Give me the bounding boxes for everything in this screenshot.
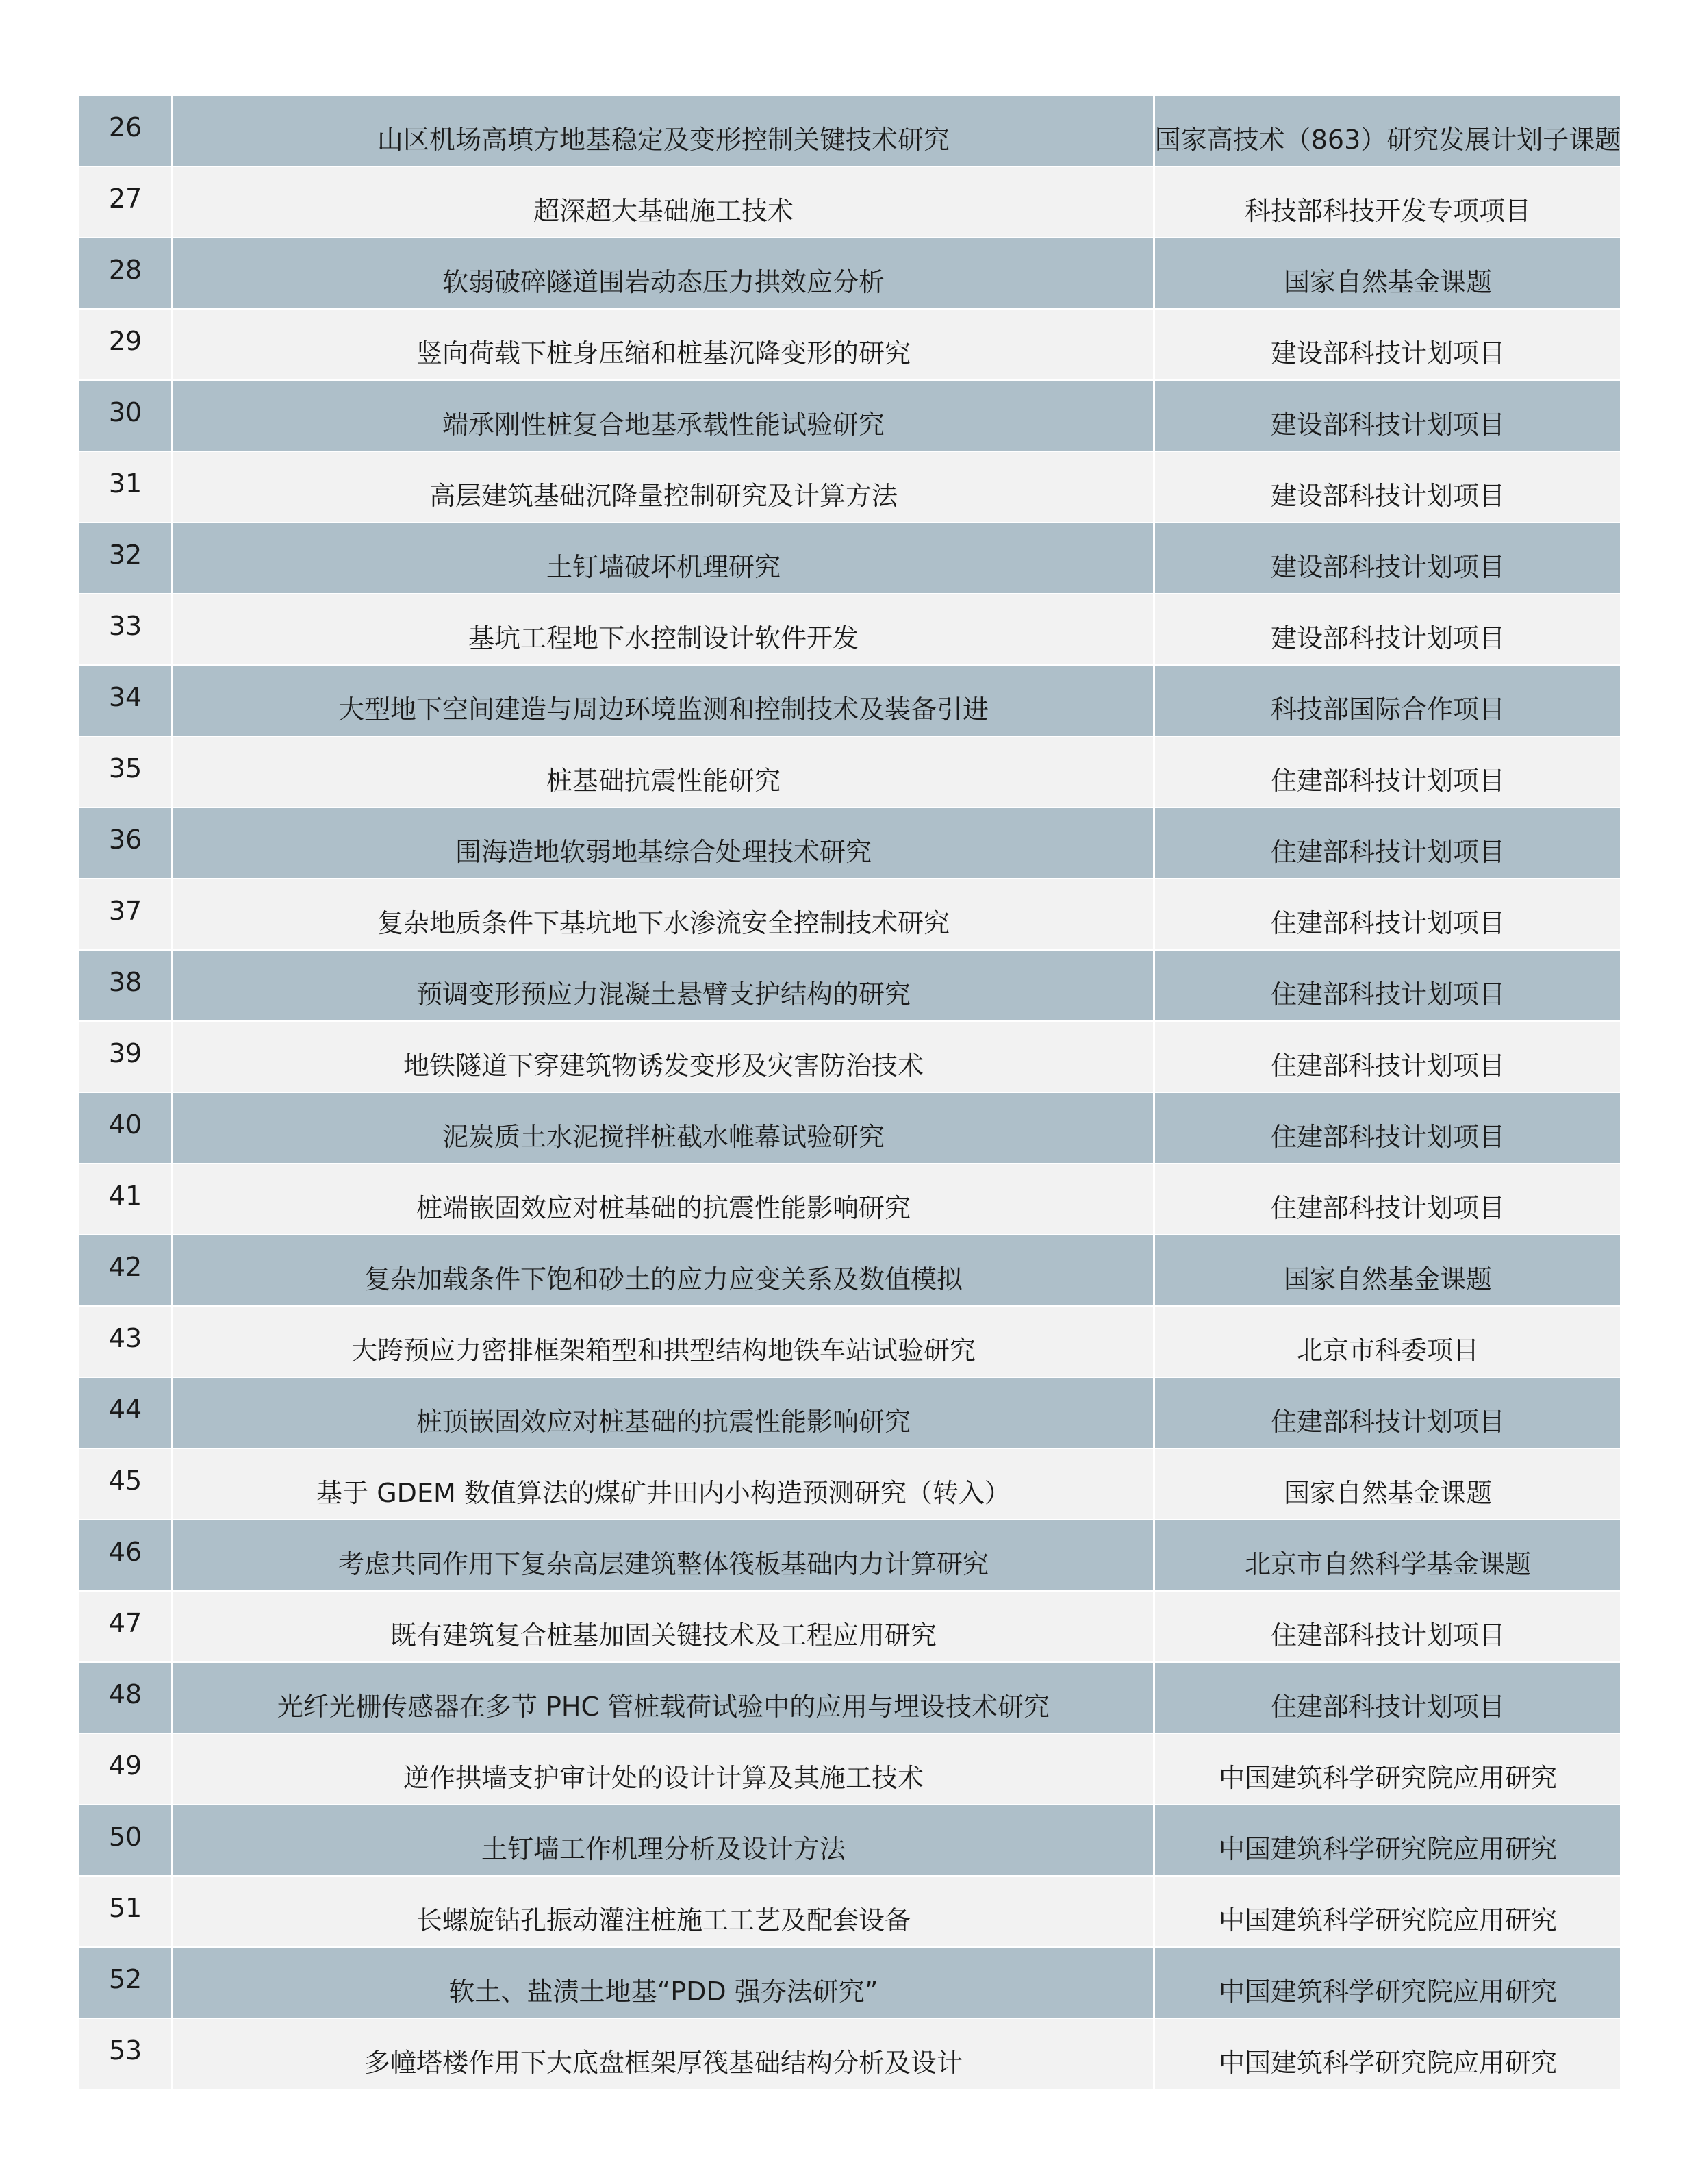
row-number: 52 <box>108 1964 142 1994</box>
project-source: 住建部科技计划项目 <box>1270 1620 1505 1650</box>
column-divider <box>171 1378 173 1448</box>
row-number: 42 <box>108 1252 142 1282</box>
column-divider <box>171 523 173 593</box>
column-divider <box>171 594 173 664</box>
project-source: 住建部科技计划项目 <box>1270 1692 1505 1722</box>
row-number: 47 <box>108 1608 142 1638</box>
project-title: 端承刚性桩复合地基承载性能试验研究 <box>442 410 885 440</box>
table-row <box>79 737 1620 808</box>
project-title: 逆作拱墙支护审计处的设计计算及其施工技术 <box>403 1763 924 1793</box>
project-source: 住建部科技计划项目 <box>1270 766 1505 796</box>
row-number: 32 <box>108 540 142 570</box>
project-title: 超深超大基础施工技术 <box>533 196 794 226</box>
project-title: 桩端嵌固效应对桩基础的抗震性能影响研究 <box>416 1193 911 1223</box>
project-title: 考虑共同作用下复杂高层建筑整体筏板基础内力计算研究 <box>338 1549 989 1579</box>
project-title: 多幢塔楼作用下大底盘框架厚筏基础结构分析及设计 <box>364 2048 963 2078</box>
column-divider <box>1153 2019 1155 2089</box>
column-divider <box>171 310 173 379</box>
column-divider <box>171 1520 173 1590</box>
table-row <box>79 238 1620 310</box>
table-row <box>79 167 1620 238</box>
column-divider <box>1153 1877 1155 1946</box>
table-row <box>79 381 1620 452</box>
column-divider <box>1153 310 1155 379</box>
column-divider <box>1153 452 1155 522</box>
row-number: 38 <box>108 967 142 997</box>
row-number: 34 <box>108 682 142 712</box>
table-row <box>79 879 1620 951</box>
row-number: 29 <box>108 326 142 356</box>
column-divider <box>1153 594 1155 664</box>
row-number: 40 <box>108 1109 142 1140</box>
row-number: 46 <box>108 1537 142 1567</box>
column-divider <box>1153 666 1155 736</box>
column-divider <box>1153 1449 1155 1519</box>
column-divider <box>171 1948 173 2018</box>
column-divider <box>171 238 173 308</box>
project-source: 住建部科技计划项目 <box>1270 837 1505 867</box>
column-divider <box>171 879 173 949</box>
column-divider <box>171 1592 173 1661</box>
project-title: 复杂加载条件下饱和砂土的应力应变关系及数值模拟 <box>364 1264 963 1294</box>
table-row <box>79 1093 1620 1164</box>
row-number: 28 <box>108 255 142 285</box>
project-title: 长螺旋钻孔振动灌注桩施工工艺及配套设备 <box>416 1905 911 1935</box>
table-row <box>79 523 1620 594</box>
table-row <box>79 310 1620 381</box>
project-source: 建设部科技计划项目 <box>1270 338 1505 368</box>
column-divider <box>171 1022 173 1092</box>
project-title: 软土、盐渍土地基“PDD 强夯法研究” <box>448 1976 878 2007</box>
project-source: 北京市自然科学基金课题 <box>1244 1549 1531 1579</box>
project-source: 住建部科技计划项目 <box>1270 1407 1505 1437</box>
project-source: 建设部科技计划项目 <box>1270 410 1505 440</box>
table-row <box>79 1805 1620 1877</box>
row-number: 45 <box>108 1466 142 1496</box>
column-divider <box>171 1235 173 1305</box>
project-title: 土钉墙工作机理分析及设计方法 <box>481 1834 846 1864</box>
table-row <box>79 1235 1620 1307</box>
row-number: 26 <box>108 112 142 142</box>
column-divider <box>1153 1948 1155 2018</box>
column-divider <box>1153 1592 1155 1661</box>
project-title: 基于 GDEM 数值算法的煤矿井田内小构造预测研究（转入） <box>316 1478 1011 1508</box>
project-source: 建设部科技计划项目 <box>1270 552 1505 582</box>
project-title: 桩顶嵌固效应对桩基础的抗震性能影响研究 <box>416 1407 911 1437</box>
column-divider <box>171 167 173 237</box>
project-title: 大型地下空间建造与周边环境监测和控制技术及装备引进 <box>338 694 989 725</box>
row-number: 48 <box>108 1679 142 1709</box>
row-number: 49 <box>108 1750 142 1781</box>
project-source: 住建部科技计划项目 <box>1270 908 1505 938</box>
project-source: 国家高技术（863）研究发展计划子课题 <box>1154 125 1621 155</box>
project-title: 大跨预应力密排框架箱型和拱型结构地铁车站试验研究 <box>351 1335 976 1366</box>
project-source: 住建部科技计划项目 <box>1270 979 1505 1009</box>
project-title: 地铁隧道下穿建筑物诱发变形及灾害防治技术 <box>403 1051 924 1081</box>
column-divider <box>1153 381 1155 451</box>
project-title: 高层建筑基础沉降量控制研究及计算方法 <box>429 481 898 511</box>
column-divider <box>1153 1307 1155 1377</box>
table-row <box>79 1734 1620 1805</box>
column-divider <box>1153 1663 1155 1733</box>
row-number: 50 <box>108 1822 142 1852</box>
project-title: 预调变形预应力混凝土悬臂支护结构的研究 <box>416 979 911 1009</box>
column-divider <box>1153 808 1155 878</box>
column-divider <box>1153 1520 1155 1590</box>
column-divider <box>171 1734 173 1804</box>
row-number: 35 <box>108 753 142 783</box>
table-row <box>79 1378 1620 1449</box>
table-row <box>79 1877 1620 1948</box>
column-divider <box>171 737 173 807</box>
column-divider <box>1153 737 1155 807</box>
table-row <box>79 1307 1620 1378</box>
column-divider <box>1153 1093 1155 1163</box>
table-row <box>79 1022 1620 1093</box>
column-divider <box>1153 1378 1155 1448</box>
table-row <box>79 666 1620 737</box>
project-title: 桩基础抗震性能研究 <box>546 766 781 796</box>
project-source: 中国建筑科学研究院应用研究 <box>1218 1763 1557 1793</box>
project-source: 中国建筑科学研究院应用研究 <box>1218 1976 1557 2007</box>
row-number: 53 <box>108 2035 142 2066</box>
row-number: 36 <box>108 825 142 855</box>
row-number: 33 <box>108 611 142 641</box>
table-row <box>79 1948 1620 2019</box>
project-title: 土钉墙破坏机理研究 <box>546 552 781 582</box>
table-row <box>79 1164 1620 1235</box>
project-source: 建设部科技计划项目 <box>1270 623 1505 653</box>
column-divider <box>1153 1805 1155 1875</box>
column-divider <box>1153 1164 1155 1234</box>
table-row <box>79 96 1620 167</box>
project-title: 围海造地软弱地基综合处理技术研究 <box>455 837 872 867</box>
column-divider <box>1153 1235 1155 1305</box>
row-number: 27 <box>108 184 142 214</box>
project-source: 北京市科委项目 <box>1296 1335 1479 1366</box>
table-row <box>79 808 1620 879</box>
project-source: 中国建筑科学研究院应用研究 <box>1218 1905 1557 1935</box>
column-divider <box>171 951 173 1020</box>
table-row <box>79 951 1620 1022</box>
project-source: 中国建筑科学研究院应用研究 <box>1218 2048 1557 2078</box>
project-title: 基坑工程地下水控制设计软件开发 <box>468 623 859 653</box>
project-title: 软弱破碎隧道围岩动态压力拱效应分析 <box>442 267 885 297</box>
column-divider <box>1153 96 1155 166</box>
project-title: 泥炭质土水泥搅拌桩截水帷幕试验研究 <box>442 1122 885 1152</box>
table-row <box>79 1663 1620 1734</box>
column-divider <box>1153 523 1155 593</box>
project-title: 光纤光栅传感器在多节 PHC 管桩载荷试验中的应用与埋设技术研究 <box>277 1692 1050 1722</box>
table-row <box>79 1449 1620 1520</box>
project-table <box>79 96 1620 2090</box>
table-row <box>79 452 1620 523</box>
row-number: 39 <box>108 1038 142 1068</box>
table-row <box>79 1520 1620 1592</box>
table-row <box>79 594 1620 666</box>
project-source: 科技部国际合作项目 <box>1270 694 1505 725</box>
column-divider <box>171 1093 173 1163</box>
column-divider <box>171 96 173 166</box>
column-divider <box>1153 1734 1155 1804</box>
column-divider <box>171 1805 173 1875</box>
row-number: 43 <box>108 1323 142 1353</box>
project-source: 中国建筑科学研究院应用研究 <box>1218 1834 1557 1864</box>
project-source: 科技部科技开发专项项目 <box>1244 196 1531 226</box>
project-source: 国家自然基金课题 <box>1283 267 1492 297</box>
column-divider <box>171 666 173 736</box>
column-divider <box>171 808 173 878</box>
row-number: 37 <box>108 896 142 926</box>
column-divider <box>1153 167 1155 237</box>
row-number: 44 <box>108 1394 142 1424</box>
table-row <box>79 1592 1620 1663</box>
column-divider <box>1153 1022 1155 1092</box>
column-divider <box>171 1449 173 1519</box>
row-number: 30 <box>108 397 142 427</box>
project-title: 复杂地质条件下基坑地下水渗流安全控制技术研究 <box>377 908 950 938</box>
column-divider <box>171 1164 173 1234</box>
row-number: 41 <box>108 1181 142 1211</box>
column-divider <box>171 452 173 522</box>
column-divider <box>171 1877 173 1946</box>
table-row <box>79 2019 1620 2090</box>
project-source: 国家自然基金课题 <box>1283 1264 1492 1294</box>
project-source: 国家自然基金课题 <box>1283 1478 1492 1508</box>
column-divider <box>171 381 173 451</box>
project-source: 住建部科技计划项目 <box>1270 1051 1505 1081</box>
column-divider <box>171 1307 173 1377</box>
column-divider <box>171 2019 173 2089</box>
project-title: 竖向荷载下桩身压缩和桩基沉降变形的研究 <box>416 338 911 368</box>
column-divider <box>1153 951 1155 1020</box>
project-source: 建设部科技计划项目 <box>1270 481 1505 511</box>
row-number: 51 <box>108 1893 142 1923</box>
column-divider <box>1153 879 1155 949</box>
project-title: 既有建筑复合桩基加固关键技术及工程应用研究 <box>390 1620 937 1650</box>
column-divider <box>1153 238 1155 308</box>
project-source: 住建部科技计划项目 <box>1270 1122 1505 1152</box>
column-divider <box>171 1663 173 1733</box>
project-source: 住建部科技计划项目 <box>1270 1193 1505 1223</box>
row-number: 31 <box>108 468 142 499</box>
project-title: 山区机场高填方地基稳定及变形控制关键技术研究 <box>377 125 950 155</box>
